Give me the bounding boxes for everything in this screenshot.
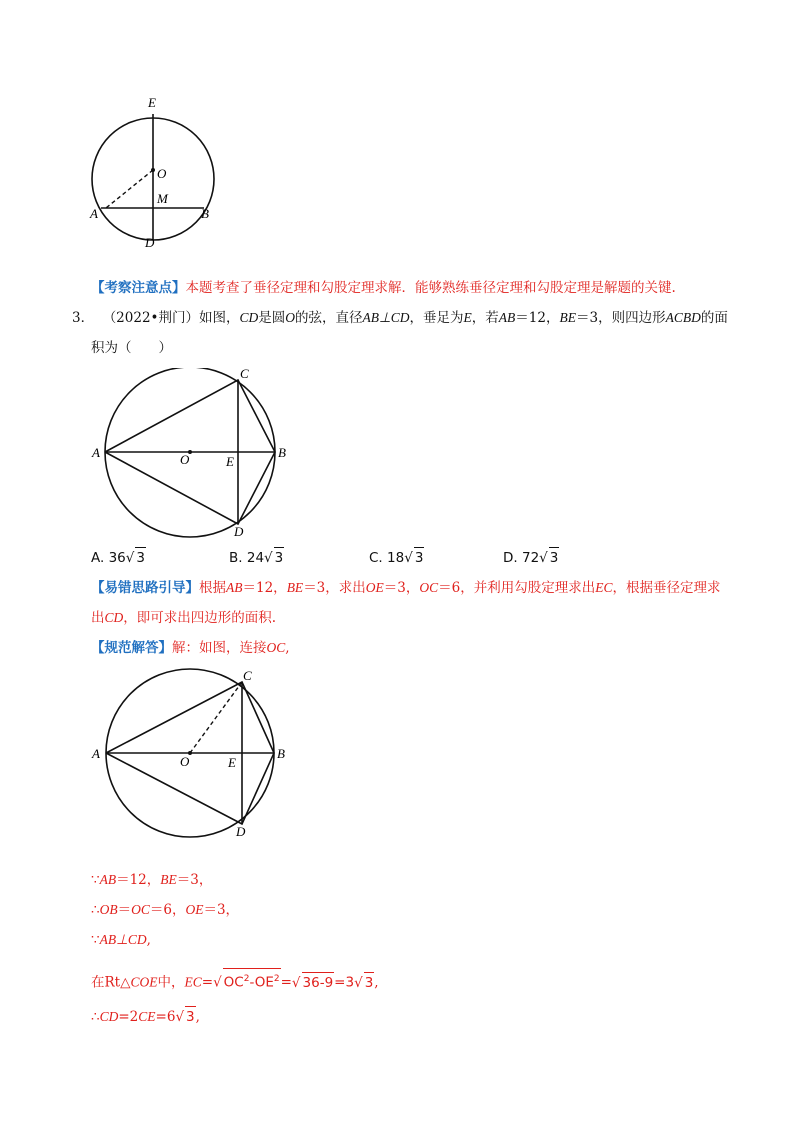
solution-header: 【规范解答】解：如图，连接OC, — [91, 640, 290, 656]
fig1-label-e: E — [148, 95, 156, 110]
note-text: 本题考查了垂径定理和勾股定理求解．能够熟练垂径定理和勾股定理是解题的关键. — [185, 280, 676, 296]
option-c[interactable]: C. 18√ 3 — [369, 547, 424, 568]
question-number: 3． — [72, 310, 95, 326]
fig2-label-o: O — [180, 452, 190, 467]
hint-tag: 【易错思路引导】 — [91, 580, 199, 596]
fig2-label-c: C — [240, 368, 249, 381]
step-2: ∴OB＝OC＝6，OE＝3， — [91, 902, 240, 918]
option-a[interactable]: A. 36√ 3 — [91, 547, 146, 568]
figure-circle-em — [80, 92, 230, 252]
fig1-label-o: O — [157, 166, 167, 181]
note-line — [91, 278, 676, 298]
step-1: ∵AB＝12，BE＝3， — [91, 872, 213, 888]
option-b[interactable]: B. 24√ 3 — [229, 547, 284, 568]
fig2-label-d: D — [234, 524, 244, 539]
fig3-label-a: A — [92, 746, 100, 761]
hint-line2: 出CD，即可求出四边形的面积. — [91, 610, 277, 626]
fig3-label-d: D — [236, 824, 246, 839]
question-3-line2: 积为（ ） — [91, 340, 172, 356]
fig3-label-b: B — [277, 746, 285, 761]
step-3: ∵AB⊥CD, — [91, 932, 151, 948]
fig1-label-d: D — [145, 235, 155, 250]
note-tag: 【考察注意点】 — [91, 280, 186, 296]
fig2-label-a: A — [92, 445, 100, 460]
figure-quadrilateral-acbd — [88, 368, 298, 548]
fig2-label-e: E — [226, 454, 234, 469]
fig1-label-b: B — [201, 206, 209, 221]
step-5: ∴CD=2CE=6√ 3, — [91, 1006, 200, 1027]
fig3-label-c: C — [243, 668, 252, 683]
fig2-label-b: B — [278, 445, 286, 460]
fig3-label-e: E — [228, 755, 236, 770]
figure-solution-with-oc — [88, 668, 298, 848]
fig1-label-a: A — [90, 206, 98, 221]
fig1-label-m: M — [157, 191, 168, 206]
option-d[interactable]: D. 72√ 3 — [503, 547, 559, 568]
question-3-line1: 3． （2022•荆门）如图，CD是圆O的弦，直径AB⊥CD，垂足为E，若AB＝12，BE＝3，则四边形ACBD的面 — [72, 310, 728, 326]
step-4: 在Rt△COE中，EC=√ $OC^2-OE^2=√$ 36-9=3√ 3, — [91, 968, 379, 993]
solution-tag: 【规范解答】 — [91, 640, 172, 656]
hint-line1: 【易错思路引导】根据AB＝12，BE＝3，求出OE＝3，OC＝6，并利用勾股定理求出EC，根据垂径定理求 — [91, 580, 721, 596]
fig3-label-o: O — [180, 754, 190, 769]
